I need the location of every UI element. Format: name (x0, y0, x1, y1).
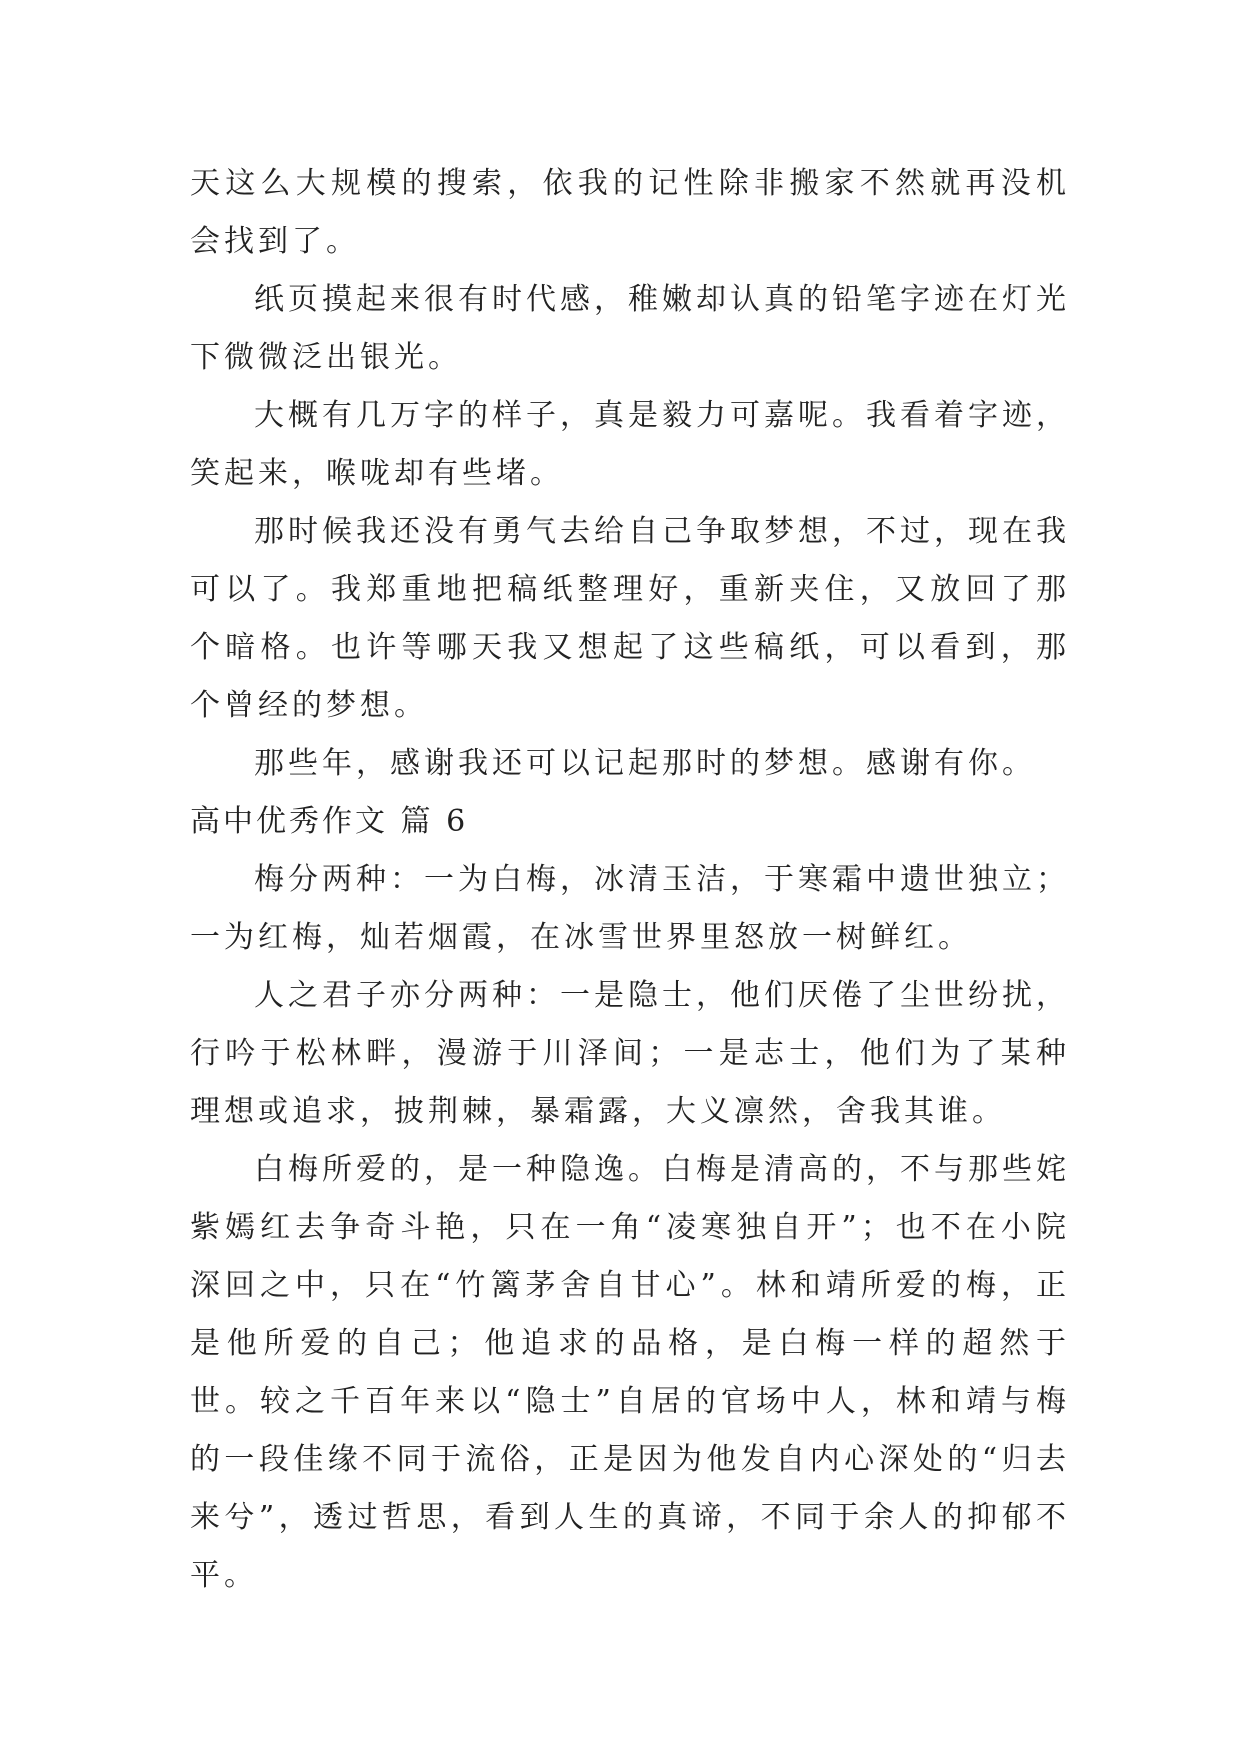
paragraph-continued: 天这么大规模的搜索，依我的记性除非搬家不然就再没机会找到了。 (190, 166, 1070, 259)
paragraph: 那时候我还没有勇气去给自己争取梦想，不过，现在我可以了。我郑重地把稿纸整理好，重新夹住，又放回了那个暗格。也许等哪天我又想起了这些稿纸，可以看到，那个曾经的梦想。 (190, 514, 1070, 723)
paragraph: 纸页摸起来很有时代感，稚嫩却认真的铅笔字迹在灯光下微微泛出银光。 (190, 282, 1070, 375)
section-heading: 高中优秀作文 篇 6 (190, 804, 469, 839)
paragraph: 人之君子亦分两种：一是隐士，他们厌倦了尘世纷扰，行吟于松林畔，漫游于川泽间；一是志士，他们为了某种理想或追求，披荆棘，暴霜露，大义凛然，舍我其谁。 (190, 978, 1070, 1129)
paragraph: 梅分两种：一为白梅，冰清玉洁，于寒霜中遗世独立；一为红梅，灿若烟霞，在冰雪世界里怒放一树鲜红。 (190, 862, 1070, 955)
essay-text (190, 155, 1070, 1605)
paragraph: 白梅所爱的，是一种隐逸。白梅是清高的，不与那些姹紫嫣红去争奇斗艳，只在一角“凌寒独自开”；也不在小院深回之中，只在“竹篱茅舍自甘心”。林和靖所爱的梅，正是他所爱的自己；他追求的品格，是白梅一样的超然于世。较之千百年来以“隐士”自居的官场中人，林和靖与梅的一段佳缘不同于流俗，正是因为他发自内心深处的“归去来兮”，透过哲思，看到人生的真谛，不同于余人的抑郁不平。 (190, 1152, 1070, 1593)
paragraph: 那些年，感谢我还可以记起那时的梦想。感谢有你。 (254, 746, 1036, 781)
paragraph: 大概有几万字的样子，真是毅力可嘉呢。我看着字迹，笑起来，喉咙却有些堵。 (190, 398, 1070, 491)
